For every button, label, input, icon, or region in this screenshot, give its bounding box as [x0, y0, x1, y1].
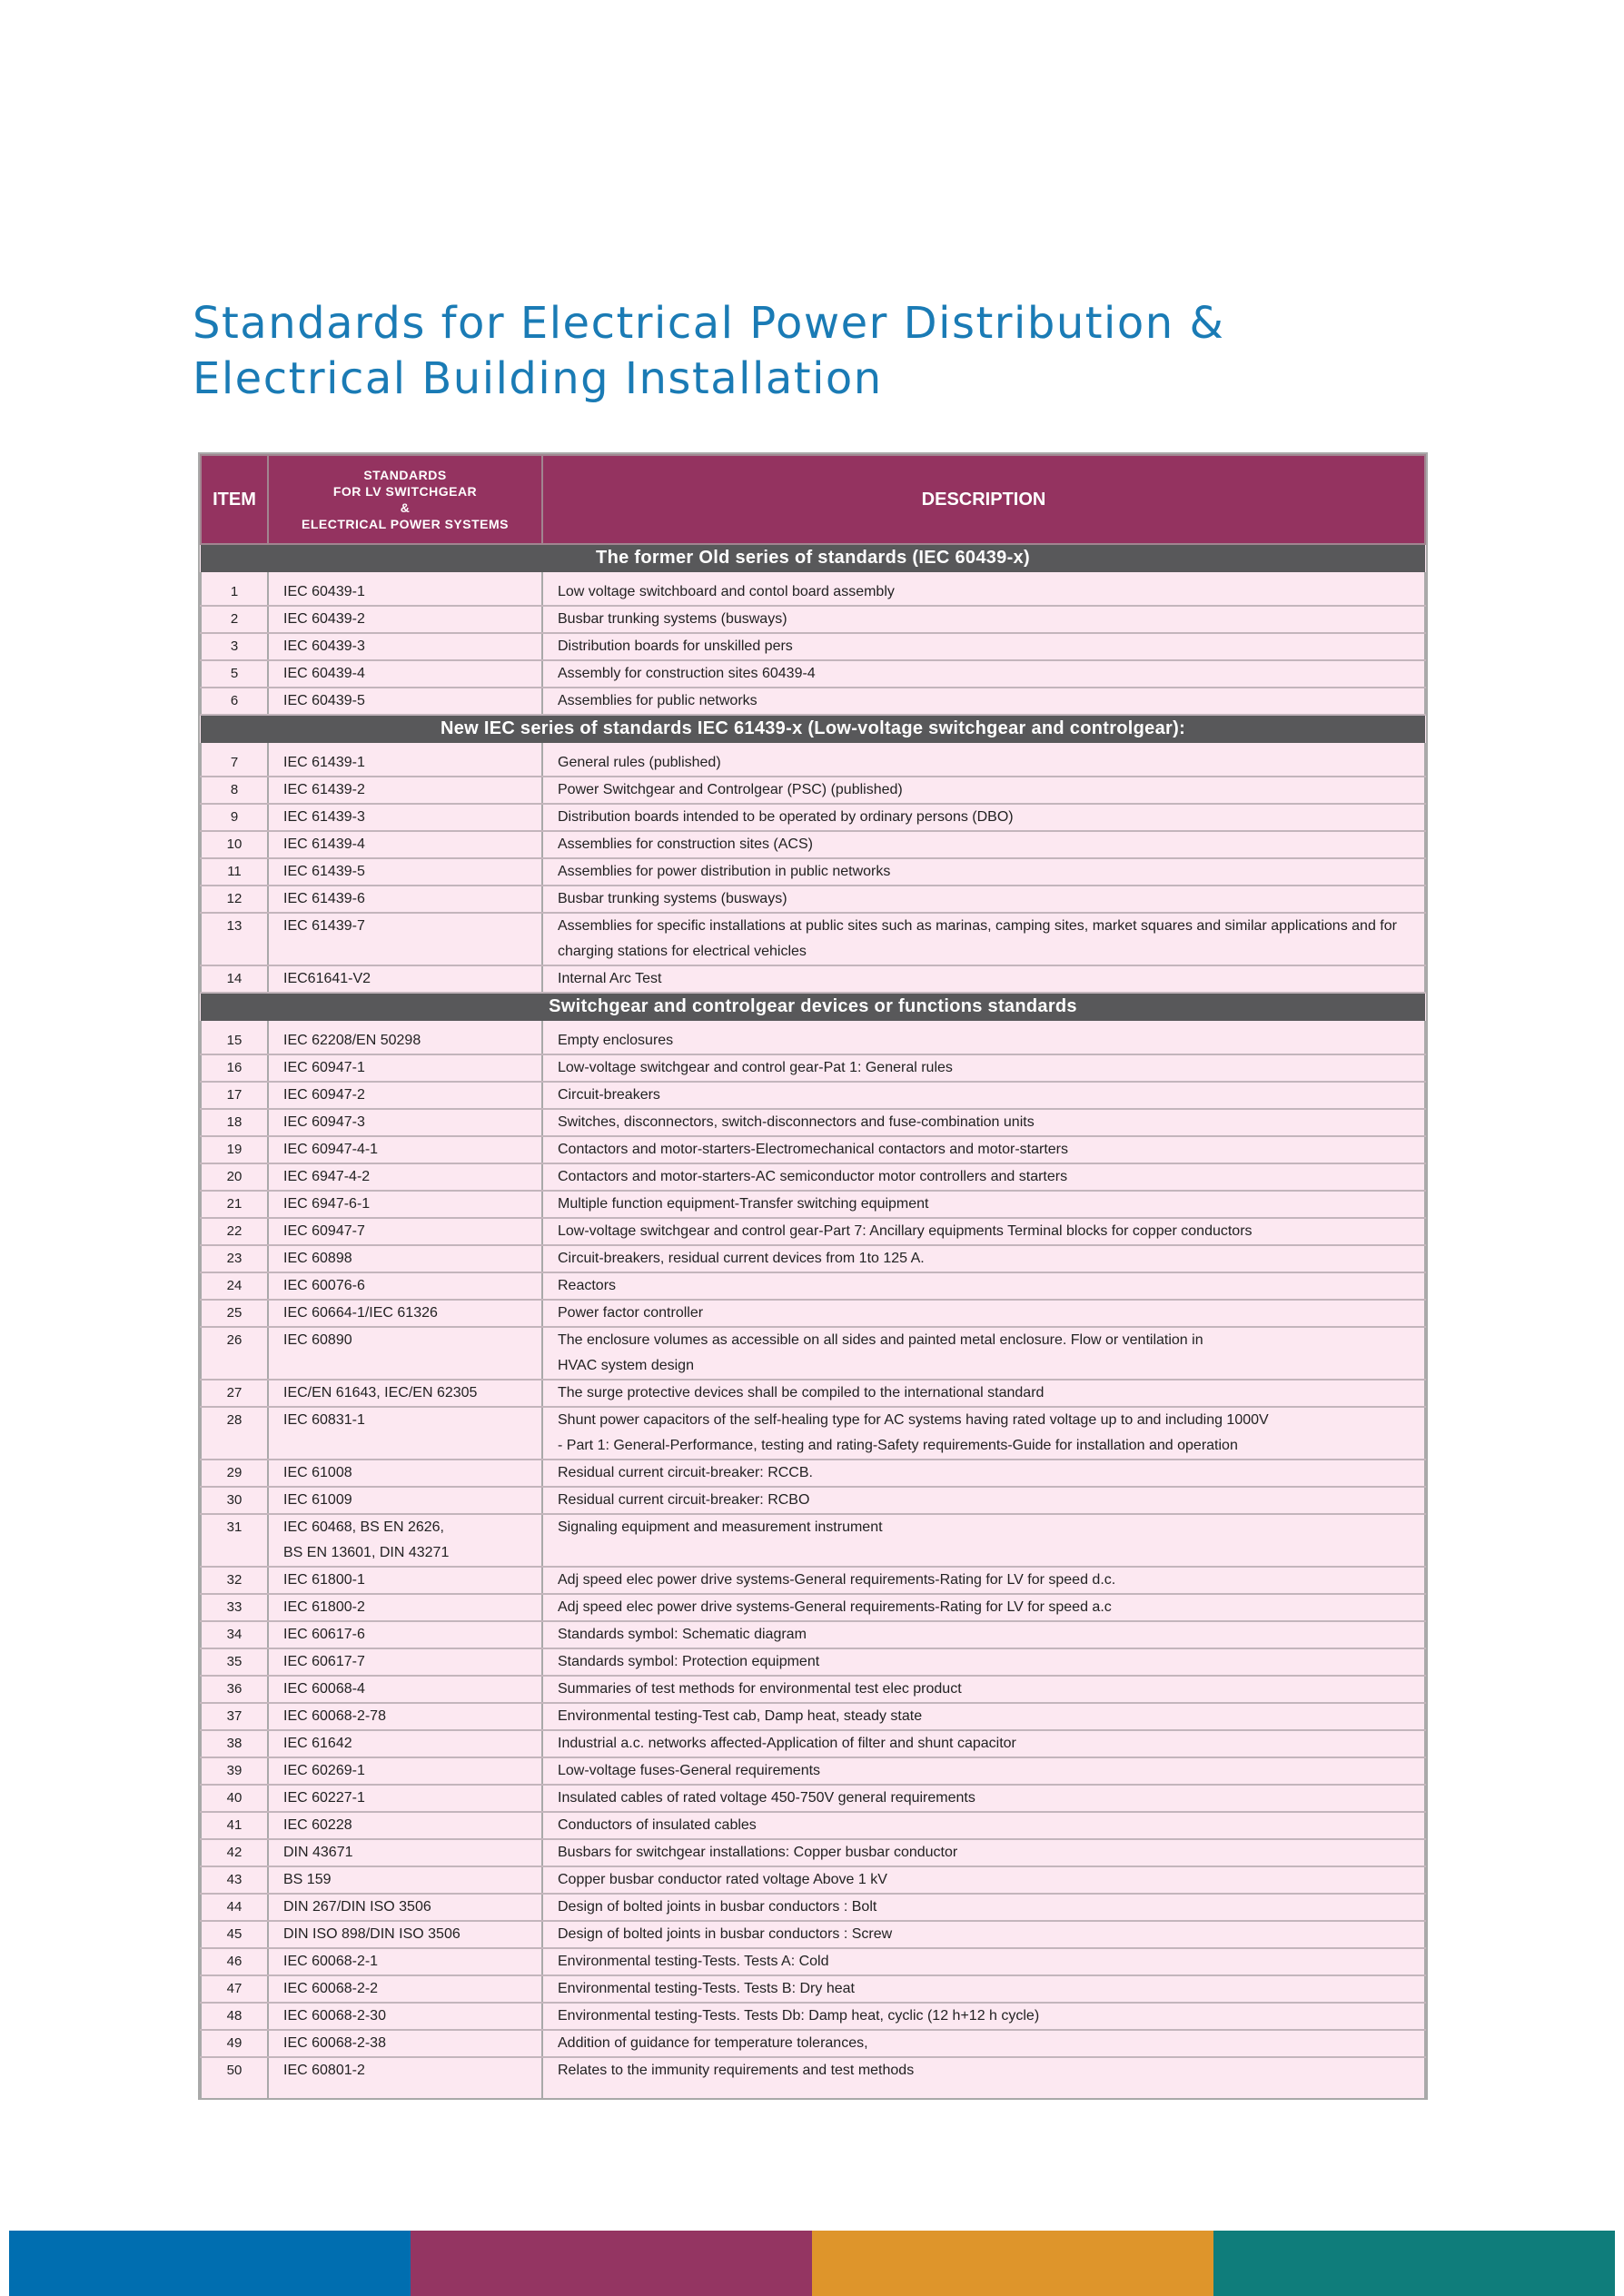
item-number: 44	[201, 1894, 268, 1921]
section-title: The former Old series of standards (IEC 60439-x)	[201, 544, 1425, 572]
standard-description: General rules (published)	[542, 750, 1425, 777]
item-number: 35	[201, 1648, 268, 1676]
description-line-1: The enclosure volumes as accessible on all sides and painted metal enclosure. Flow or ventilation in	[558, 1332, 1203, 1348]
item-number: 11	[201, 858, 268, 886]
table-row	[201, 1460, 1425, 1487]
item-number: 22	[201, 1218, 268, 1245]
standard-description: Residual current circuit-breaker: RCCB.	[542, 1460, 1425, 1487]
standard-description: Internal Arc Test	[542, 965, 1425, 993]
header-standards-line-4: ELECTRICAL POWER SYSTEMS	[302, 517, 509, 531]
header-item: ITEM	[201, 455, 268, 544]
table-row	[201, 606, 1425, 633]
item-number: 3	[201, 633, 268, 660]
description-line-2: - Part 1: General-Performance, testing and rating-Safety requirements-Guide for installation and operation	[558, 1438, 1238, 1453]
standard-description: Distribution boards intended to be operated by ordinary persons (DBO)	[542, 804, 1425, 831]
table-row	[201, 1327, 1425, 1380]
table-row	[201, 750, 1425, 777]
item-number: 38	[201, 1730, 268, 1757]
table-row	[201, 1028, 1425, 1054]
spacer-cell	[201, 1021, 268, 1028]
table-row	[201, 1730, 1425, 1757]
standard-code: IEC 60947-2	[268, 1082, 542, 1109]
table-row	[201, 1648, 1425, 1676]
standard-description: Contactors and motor-starters-Electromechanical contactors and motor-starters	[542, 1136, 1425, 1163]
item-number: 15	[201, 1028, 268, 1054]
standard-description: Addition of guidance for temperature tolerances,	[542, 2030, 1425, 2057]
item-number: 39	[201, 1757, 268, 1785]
table-row	[201, 1785, 1425, 1812]
standard-code: IEC 60831-1	[268, 1407, 542, 1460]
table-row	[201, 1487, 1425, 1514]
standard-code-line-1: IEC 60468, BS EN 2626,	[283, 1519, 444, 1535]
standard-code: IEC 61800-1	[268, 1567, 542, 1594]
standard-code: IEC 60617-7	[268, 1648, 542, 1676]
standard-code: DIN 43671	[268, 1839, 542, 1866]
table-body	[201, 544, 1425, 2098]
standard-description: Environmental testing-Tests. Tests Db: Damp heat, cyclic (12 h+12 h cycle)	[542, 2003, 1425, 2030]
spacer-cell	[542, 1021, 1425, 1028]
standard-code: IEC 60898	[268, 1245, 542, 1272]
standard-description: Conductors of insulated cables	[542, 1812, 1425, 1839]
standard-description: Summaries of test methods for environmental test elec product	[542, 1676, 1425, 1703]
item-number: 14	[201, 965, 268, 993]
table-row	[201, 777, 1425, 804]
standard-description: Insulated cables of rated voltage 450-750V general requirements	[542, 1785, 1425, 1812]
table-row	[201, 1567, 1425, 1594]
item-number: 29	[201, 1460, 268, 1487]
spacer-cell	[201, 572, 268, 579]
table-row	[201, 1894, 1425, 1921]
item-number: 10	[201, 831, 268, 858]
standard-code: IEC 61439-3	[268, 804, 542, 831]
standard-description: Circuit-breakers	[542, 1082, 1425, 1109]
spacer-cell	[268, 572, 542, 579]
table-row	[201, 1921, 1425, 1948]
standard-description: Relates to the immunity requirements and test methods	[542, 2057, 1425, 2098]
standard-description: Switches, disconnectors, switch-disconnectors and fuse-combination units	[542, 1109, 1425, 1136]
page-title-line-2: Electrical Building Installation	[193, 353, 883, 404]
table-row	[201, 688, 1425, 715]
item-number: 13	[201, 913, 268, 965]
header-standards	[268, 455, 542, 544]
standard-description: Signaling equipment and measurement instrument	[542, 1514, 1425, 1567]
header-standards-line-2: FOR LV SWITCHGEAR	[332, 484, 478, 499]
table-row	[201, 886, 1425, 913]
item-number: 43	[201, 1866, 268, 1894]
item-number: 50	[201, 2057, 268, 2098]
standards-table	[198, 452, 1428, 2100]
standard-description: Assembly for construction sites 60439-4	[542, 660, 1425, 688]
item-number: 34	[201, 1621, 268, 1648]
standard-code: DIN ISO 898/DIN ISO 3506	[268, 1921, 542, 1948]
standard-code: IEC/EN 61643, IEC/EN 62305	[268, 1380, 542, 1407]
standard-code: IEC 60947-1	[268, 1054, 542, 1082]
table-row	[201, 1676, 1425, 1703]
standard-code: IEC 60228	[268, 1812, 542, 1839]
item-number: 7	[201, 750, 268, 777]
standard-description: Power Switchgear and Controlgear (PSC) (published)	[542, 777, 1425, 804]
table-row	[201, 1621, 1425, 1648]
standard-code: IEC61641-V2	[268, 965, 542, 993]
section-title: New IEC series of standards IEC 61439-x (Low-voltage switchgear and controlgear):	[201, 715, 1425, 743]
item-number: 23	[201, 1245, 268, 1272]
standard-description: Low-voltage fuses-General requirements	[542, 1757, 1425, 1785]
header-description: DESCRIPTION	[542, 455, 1425, 544]
table-row	[201, 1975, 1425, 2003]
section-spacer	[201, 743, 1425, 750]
standard-description: Residual current circuit-breaker: RCBO	[542, 1487, 1425, 1514]
standard-code: DIN 267/DIN ISO 3506	[268, 1894, 542, 1921]
standard-code: IEC 60439-5	[268, 688, 542, 715]
item-number: 20	[201, 1163, 268, 1191]
standard-description: Reactors	[542, 1272, 1425, 1300]
spacer-cell	[268, 743, 542, 750]
standard-code: IEC 60947-3	[268, 1109, 542, 1136]
item-number: 17	[201, 1082, 268, 1109]
standard-code: IEC 61439-7	[268, 913, 542, 965]
table-row	[201, 913, 1425, 965]
section-band	[201, 993, 1425, 1021]
table-row	[201, 1380, 1425, 1407]
item-number: 24	[201, 1272, 268, 1300]
standard-description: Standards symbol: Schematic diagram	[542, 1621, 1425, 1648]
description-line-1: Shunt power capacitors of the self-healing type for AC systems having rated voltage up to and including 1000V	[558, 1412, 1269, 1428]
table-row	[201, 2003, 1425, 2030]
section-spacer	[201, 1021, 1425, 1028]
standard-code: IEC 60801-2	[268, 2057, 542, 2098]
item-number: 49	[201, 2030, 268, 2057]
standard-code: IEC 60068-2-38	[268, 2030, 542, 2057]
table-row	[201, 804, 1425, 831]
table-row	[201, 1272, 1425, 1300]
section-title: Switchgear and controlgear devices or functions standards	[201, 993, 1425, 1021]
item-number: 48	[201, 2003, 268, 2030]
standard-description: Low voltage switchboard and contol board assembly	[542, 579, 1425, 606]
standard-description: Busbar trunking systems (busways)	[542, 606, 1425, 633]
standard-code: IEC 61439-5	[268, 858, 542, 886]
standard-description: The surge protective devices shall be compiled to the international standard	[542, 1380, 1425, 1407]
item-number: 27	[201, 1380, 268, 1407]
standard-code: IEC 60068-2-2	[268, 1975, 542, 2003]
table-row	[201, 965, 1425, 993]
item-number: 6	[201, 688, 268, 715]
standard-description: Multiple function equipment-Transfer switching equipment	[542, 1191, 1425, 1218]
spacer-cell	[268, 1021, 542, 1028]
table-row	[201, 1514, 1425, 1567]
standard-code: IEC 6947-6-1	[268, 1191, 542, 1218]
standard-code: IEC 60947-7	[268, 1218, 542, 1245]
standard-code: IEC 60439-4	[268, 660, 542, 688]
standard-description: Power factor controller	[542, 1300, 1425, 1327]
table-row	[201, 1054, 1425, 1082]
item-number: 31	[201, 1514, 268, 1567]
standard-code: IEC 6947-4-2	[268, 1163, 542, 1191]
page-title	[193, 296, 1373, 407]
standard-code: IEC 60664-1/IEC 61326	[268, 1300, 542, 1327]
table-row	[201, 579, 1425, 606]
standard-description: Distribution boards for unskilled pers	[542, 633, 1425, 660]
table-row	[201, 1191, 1425, 1218]
footer-bar-magenta	[411, 2231, 812, 2296]
standard-code: IEC 61008	[268, 1460, 542, 1487]
table-row	[201, 1866, 1425, 1894]
standard-code: IEC 60076-6	[268, 1272, 542, 1300]
table-row	[201, 1300, 1425, 1327]
item-number: 28	[201, 1407, 268, 1460]
standard-description: Adj speed elec power drive systems-General requirements-Rating for LV for speed d.c.	[542, 1567, 1425, 1594]
standard-description: Empty enclosures	[542, 1028, 1425, 1054]
standard-description: Environmental testing-Tests. Tests A: Cold	[542, 1948, 1425, 1975]
standard-description: Busbars for switchgear installations: Copper busbar conductor	[542, 1839, 1425, 1866]
standard-description: Environmental testing-Tests. Tests B: Dry heat	[542, 1975, 1425, 2003]
standard-code: IEC 61439-4	[268, 831, 542, 858]
description-line-2: HVAC system design	[558, 1358, 694, 1373]
table-row	[201, 858, 1425, 886]
table-row	[201, 1109, 1425, 1136]
table-row	[201, 1136, 1425, 1163]
standard-description: Environmental testing-Test cab, Damp heat, steady state	[542, 1703, 1425, 1730]
standard-code: IEC 60269-1	[268, 1757, 542, 1785]
item-number: 12	[201, 886, 268, 913]
table-row	[201, 1757, 1425, 1785]
section-spacer	[201, 572, 1425, 579]
standard-description	[542, 1407, 1425, 1460]
item-number: 42	[201, 1839, 268, 1866]
table-header-row	[201, 455, 1425, 544]
table-row	[201, 1839, 1425, 1866]
standard-code: IEC 61642	[268, 1730, 542, 1757]
footer-bar-orange	[812, 2231, 1213, 2296]
standard-description: Assemblies for power distribution in public networks	[542, 858, 1425, 886]
standard-description: Contactors and motor-starters-AC semiconductor motor controllers and starters	[542, 1163, 1425, 1191]
item-number: 8	[201, 777, 268, 804]
standard-code: IEC 60439-2	[268, 606, 542, 633]
standard-code: IEC 60617-6	[268, 1621, 542, 1648]
standard-description: Assemblies for public networks	[542, 688, 1425, 715]
item-number: 19	[201, 1136, 268, 1163]
item-number: 16	[201, 1054, 268, 1082]
standard-code: IEC 61800-2	[268, 1594, 542, 1621]
item-number: 47	[201, 1975, 268, 2003]
item-number: 46	[201, 1948, 268, 1975]
standard-code: IEC 60947-4-1	[268, 1136, 542, 1163]
standard-code: IEC 60068-2-30	[268, 2003, 542, 2030]
item-number: 41	[201, 1812, 268, 1839]
table-row	[201, 660, 1425, 688]
item-number: 25	[201, 1300, 268, 1327]
standard-code: IEC 60439-1	[268, 579, 542, 606]
table-row	[201, 1812, 1425, 1839]
item-number: 30	[201, 1487, 268, 1514]
standard-code: IEC 62208/EN 50298	[268, 1028, 542, 1054]
footer-bar-blue	[9, 2231, 411, 2296]
item-number: 26	[201, 1327, 268, 1380]
standard-code: IEC 61439-1	[268, 750, 542, 777]
item-number: 45	[201, 1921, 268, 1948]
standard-code: BS 159	[268, 1866, 542, 1894]
item-number: 37	[201, 1703, 268, 1730]
item-number: 5	[201, 660, 268, 688]
standards-table-grid	[200, 454, 1426, 2098]
item-number: 21	[201, 1191, 268, 1218]
header-standards-line-1: STANDARDS	[363, 468, 447, 482]
section-band	[201, 715, 1425, 743]
table-row	[201, 1082, 1425, 1109]
standard-description: Design of bolted joints in busbar conductors : Screw	[542, 1921, 1425, 1948]
standard-code: IEC 60890	[268, 1327, 542, 1380]
standard-description: Busbar trunking systems (busways)	[542, 886, 1425, 913]
header-standards-line-3: &	[400, 500, 411, 515]
standard-description: Low-voltage switchgear and control gear-Pat 1: General rules	[542, 1054, 1425, 1082]
item-number: 36	[201, 1676, 268, 1703]
standard-description: Circuit-breakers, residual current devices from 1to 125 A.	[542, 1245, 1425, 1272]
standard-code: IEC 61009	[268, 1487, 542, 1514]
table-row	[201, 2030, 1425, 2057]
standard-code: IEC 61439-6	[268, 886, 542, 913]
item-number: 1	[201, 579, 268, 606]
table-row	[201, 831, 1425, 858]
spacer-cell	[542, 572, 1425, 579]
standard-code: IEC 60068-4	[268, 1676, 542, 1703]
page-title-line-1: Standards for Electrical Power Distribution &	[193, 298, 1225, 349]
standard-code: IEC 60439-3	[268, 633, 542, 660]
standard-description: Adj speed elec power drive systems-General requirements-Rating for LV for speed a.c	[542, 1594, 1425, 1621]
table-row	[201, 2057, 1425, 2098]
standard-description: Assemblies for specific installations at public sites such as marinas, camping sites, market squares and similar applications and for charging stations for electrical vehicles	[542, 913, 1425, 965]
table-row	[201, 1703, 1425, 1730]
table-row	[201, 633, 1425, 660]
section-band	[201, 544, 1425, 572]
standard-description: Standards symbol: Protection equipment	[542, 1648, 1425, 1676]
spacer-cell	[542, 743, 1425, 750]
table-row	[201, 1594, 1425, 1621]
table-row	[201, 1948, 1425, 1975]
standard-code: IEC 60068-2-1	[268, 1948, 542, 1975]
item-number: 32	[201, 1567, 268, 1594]
table-row	[201, 1163, 1425, 1191]
table-row	[201, 1407, 1425, 1460]
standard-code	[268, 1514, 542, 1567]
item-number: 18	[201, 1109, 268, 1136]
footer-bar-teal	[1213, 2231, 1615, 2296]
standard-description: Industrial a.c. networks affected-Application of filter and shunt capacitor	[542, 1730, 1425, 1757]
item-number: 9	[201, 804, 268, 831]
standard-description: Low-voltage switchgear and control gear-Part 7: Ancillary equipments Terminal blocks for copper conductors	[542, 1218, 1425, 1245]
standard-description: Copper busbar conductor rated voltage Above 1 kV	[542, 1866, 1425, 1894]
standard-code: IEC 60227-1	[268, 1785, 542, 1812]
item-number: 33	[201, 1594, 268, 1621]
item-number: 2	[201, 606, 268, 633]
item-number: 40	[201, 1785, 268, 1812]
table-row	[201, 1245, 1425, 1272]
footer-color-bar	[9, 2231, 1615, 2296]
standard-code: IEC 60068-2-78	[268, 1703, 542, 1730]
standard-code: IEC 61439-2	[268, 777, 542, 804]
table-row	[201, 1218, 1425, 1245]
standard-description: Assemblies for construction sites (ACS)	[542, 831, 1425, 858]
standard-description: Design of bolted joints in busbar conductors : Bolt	[542, 1894, 1425, 1921]
standard-code-line-2: BS EN 13601, DIN 43271	[283, 1545, 450, 1560]
spacer-cell	[201, 743, 268, 750]
standard-description	[542, 1327, 1425, 1380]
